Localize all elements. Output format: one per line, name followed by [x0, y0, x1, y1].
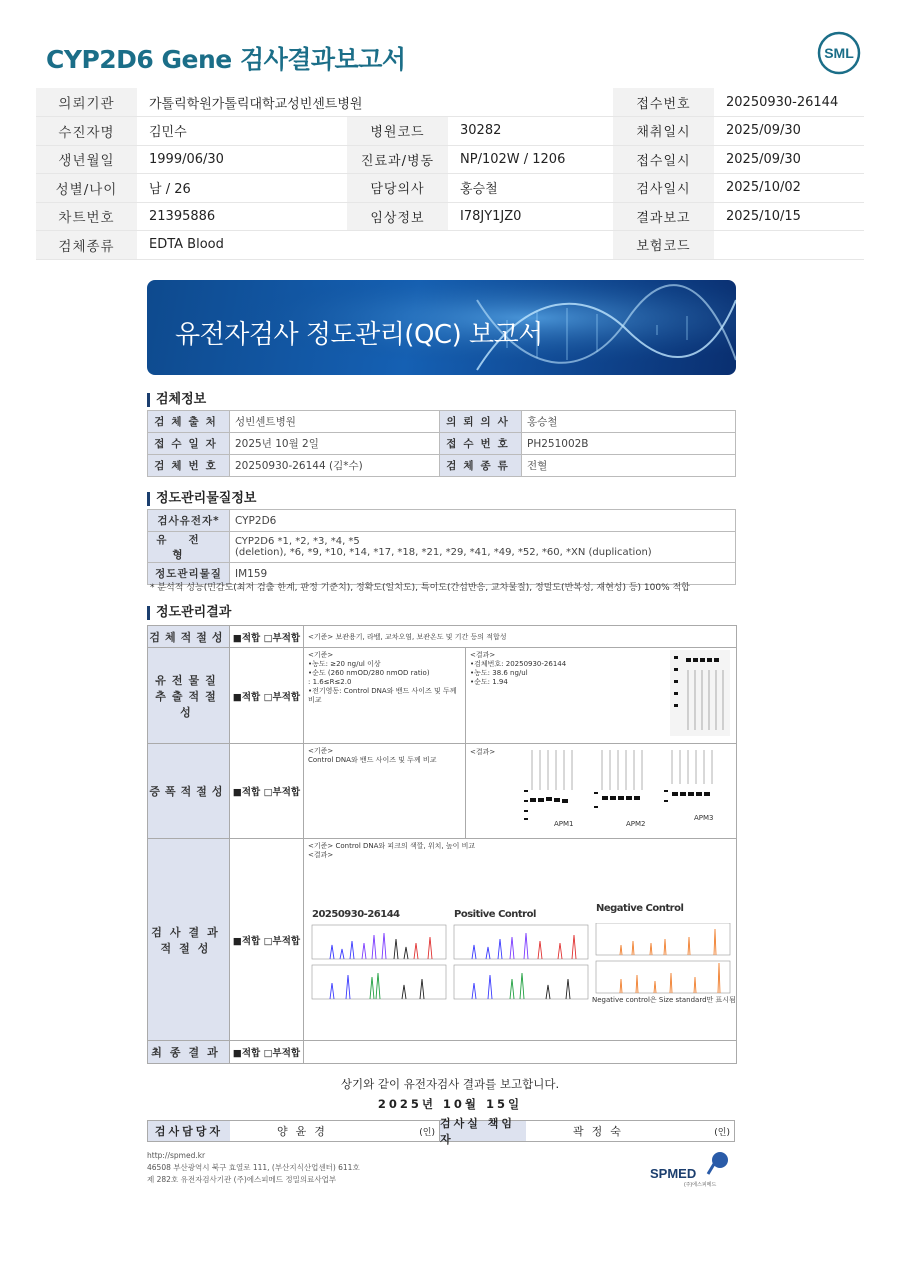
value-specimen-type: EDTA Blood: [137, 231, 613, 260]
report-date: 2025년 10월 15일: [377, 1097, 523, 1111]
panel-title-positive: Positive Control: [454, 909, 536, 920]
label-test-date: 검사일시: [613, 174, 714, 203]
value-report-date: 2025/10/15: [714, 202, 864, 231]
report-title: CYP2D6 Gene 검사결과보고서: [46, 45, 406, 74]
result-header: <결과>: [470, 748, 496, 756]
value-genotype-line2: (deletion), *6, *9, *10, *14, *17, *18, *21, *29, *41, *49, *52, *60, *XN (duplication): [235, 547, 652, 558]
label-final-result: 최종결과: [148, 1041, 230, 1063]
label-institution: 의뢰기관: [36, 88, 137, 117]
criteria-concentration: •농도: ≥20 ng/ul 이상: [308, 660, 381, 668]
label-requesting-doctor: 의뢰의사: [440, 411, 522, 433]
section-qc-material: 정도관리물질정보: [147, 492, 256, 506]
value-receipt-date: 2025/09/30: [714, 145, 864, 174]
value-test-gene: CYP2D6: [230, 510, 736, 532]
label-qc-material: 정도관리물질: [148, 563, 230, 585]
label-insurance-code: 보험코드: [613, 231, 714, 260]
label-result-adequacy: 검사결과적절성: [148, 839, 230, 1040]
criteria-peak-compare: <기준> Control DNA와 피크의 색깔, 위치, 높이 비교: [308, 842, 476, 850]
patient-info-table: [36, 88, 864, 260]
label-receipt-no: 접수번호: [613, 88, 714, 117]
value-requesting-doctor: 홍승철: [522, 411, 736, 433]
value-receipt-number: PH251002B: [522, 433, 736, 455]
label-amplification-adequacy: 증폭적절성: [148, 744, 230, 838]
spmed-logo: [648, 1148, 732, 1192]
address-line1: 46508 부산광역시 북구 효열로 111, (부산지식산업센터) 611호: [147, 1163, 360, 1172]
label-birthdate: 생년월일: [36, 145, 137, 174]
pass-mark: ■적합: [232, 935, 261, 947]
criteria-electrophoresis: •전기영동: Control DNA와 밴드 사이즈 및 두께 비교: [308, 687, 457, 704]
label-department: 진료과/병동: [347, 145, 448, 174]
value-sex-age: 남 / 26: [137, 174, 347, 203]
label-chart-no: 차트번호: [36, 202, 137, 231]
value-doctor: 홍승철: [448, 174, 613, 203]
value-specimen-kind: 전혈: [522, 455, 736, 477]
logo-text: SML: [824, 45, 854, 61]
company-address: [147, 1150, 360, 1186]
report-statement: 상기와 같이 유전자검사 결과를 보고합니다.: [340, 1077, 560, 1091]
fail-mark: □부적합: [263, 632, 301, 644]
label-lab-director: 검사실 책임자: [440, 1121, 526, 1141]
criteria-specimen: <기준> 보관용기, 라벨, 교차오염, 보관온도 및 기간 등의 적합성: [308, 633, 507, 641]
criteria-header: <기준>: [308, 651, 334, 659]
value-patient-name: 김민수: [137, 117, 347, 146]
panel-title-negative: Negative Control: [596, 903, 684, 914]
label-sex-age: 성별/나이: [36, 174, 137, 203]
label-doctor: 담당의사: [347, 174, 448, 203]
value-test-date: 2025/10/02: [714, 174, 864, 203]
fail-mark: □부적합: [263, 691, 301, 703]
fail-mark: □부적합: [263, 1048, 301, 1059]
value-insurance-code: [714, 231, 864, 260]
sml-logo: [816, 30, 862, 76]
brand-sub: (주)에스피메드: [684, 1182, 717, 1188]
qc-material-table: [147, 509, 736, 585]
company-url: http://spmed.kr: [147, 1151, 206, 1160]
value-chart-no: 21395886: [137, 202, 347, 231]
criteria-purity-range: : 1.6≤R≤2.0: [308, 678, 352, 686]
result-purity: •순도: 1.94: [470, 678, 508, 686]
value-qc-material: IM159: [230, 563, 736, 585]
panel-title-sample: 20250930-26144: [312, 909, 400, 920]
label-test-gene: 검사유전자*: [148, 510, 230, 532]
section-qc-results: 정도관리결과: [147, 606, 231, 620]
label-specimen-kind: 검체종류: [440, 455, 522, 477]
label-receipt-day: 접수일자: [148, 433, 230, 455]
seal-lab-director: (인): [714, 1127, 730, 1138]
qc-banner: [147, 280, 736, 375]
value-specimen-source: 성빈센트병원: [230, 411, 440, 433]
fail-mark: □부적합: [263, 787, 301, 798]
pass-mark: ■적합: [232, 632, 261, 644]
pass-mark: ■적합: [232, 787, 261, 798]
label-collection-date: 채취일시: [613, 117, 714, 146]
address-line2: 제 282호 유전자검사기관 (주)에스피메드 정밀의료사업부: [147, 1175, 337, 1184]
label-patient-name: 수진자명: [36, 117, 137, 146]
seal-tester: (인): [380, 1121, 440, 1141]
banner-title: 유전자검사 정도관리(QC) 보고서: [175, 320, 543, 350]
qc-results-table: [147, 625, 737, 1064]
label-receipt-date: 접수일시: [613, 145, 714, 174]
result-specimen-no: •검체번호: 20250930-26144: [470, 660, 567, 668]
label-specimen-no: 검체번호: [148, 455, 230, 477]
label-report-date: 결과보고: [613, 202, 714, 231]
value-clinical-info: I78JY1JZ0: [448, 202, 613, 231]
brand-name: SPMED: [650, 1166, 697, 1181]
gel-label-apm3: APM3: [694, 814, 714, 822]
pass-mark: ■적합: [232, 1048, 261, 1059]
label-specimen-type: 검체종류: [36, 231, 137, 260]
gel-label-apm2: APM2: [626, 820, 646, 828]
label-extraction-adequacy: 유전물질추출적절성: [148, 648, 230, 743]
label-specimen-source: 검체출처: [148, 411, 230, 433]
criteria-band-compare: Control DNA와 밴드 사이즈 및 두께 비교: [308, 756, 437, 764]
label-tester: 검사담당자: [148, 1121, 230, 1141]
value-tester: 양윤경: [277, 1125, 333, 1138]
value-collection-date: 2025/09/30: [714, 117, 864, 146]
value-receipt-no: 20250930-26144: [714, 88, 864, 117]
criteria-purity: •순도 (260 nmOD/280 nmOD ratio): [308, 669, 430, 677]
value-lab-director: 곽정숙: [573, 1125, 629, 1138]
pass-mark: ■적합: [232, 691, 261, 703]
label-hospital-code: 병원코드: [347, 117, 448, 146]
result-header: <결과>: [470, 651, 496, 659]
value-specimen-no: 20250930-26144 (김*수): [230, 455, 440, 477]
criteria-header: <기준>: [308, 747, 334, 755]
specimen-info-table: [147, 410, 736, 477]
performance-note: * 분석적 성능(민감도(최저 검출 한계, 판정 기준치), 정확도(일치도), 특이도(간섭반응, 교차물질), 정밀도(반복성, 재현성) 등) 100% 적합: [150, 583, 690, 593]
electropherogram-panels: [310, 923, 734, 1003]
fail-mark: □부적합: [263, 935, 301, 947]
label-receipt-number: 접수번호: [440, 433, 522, 455]
value-hospital-code: 30282: [448, 117, 613, 146]
value-institution: 가톨릭학원가톨릭대학교성빈센트병원: [137, 88, 613, 117]
label-specimen-adequacy: 검체적절성: [148, 626, 230, 647]
label-clinical-info: 임상정보: [347, 202, 448, 231]
label-genotype: 유전형: [148, 532, 230, 563]
value-receipt-day: 2025년 10월 2일: [230, 433, 440, 455]
gel-label-apm1: APM1: [554, 820, 574, 828]
signature-row: [147, 1117, 735, 1146]
value-birthdate: 1999/06/30: [137, 145, 347, 174]
result-header: <결과>: [308, 851, 334, 859]
value-department: NP/102W / 1206: [448, 145, 613, 174]
result-concentration: •농도: 38.6 ng/ul: [470, 669, 528, 677]
section-specimen-info: 검체정보: [147, 393, 206, 407]
extraction-gel-image: [670, 650, 730, 736]
value-genotype-line1: CYP2D6 *1, *2, *3, *4, *5: [235, 536, 360, 547]
negative-control-note: Negative control은 Size standard만 표시됨: [592, 996, 736, 1004]
